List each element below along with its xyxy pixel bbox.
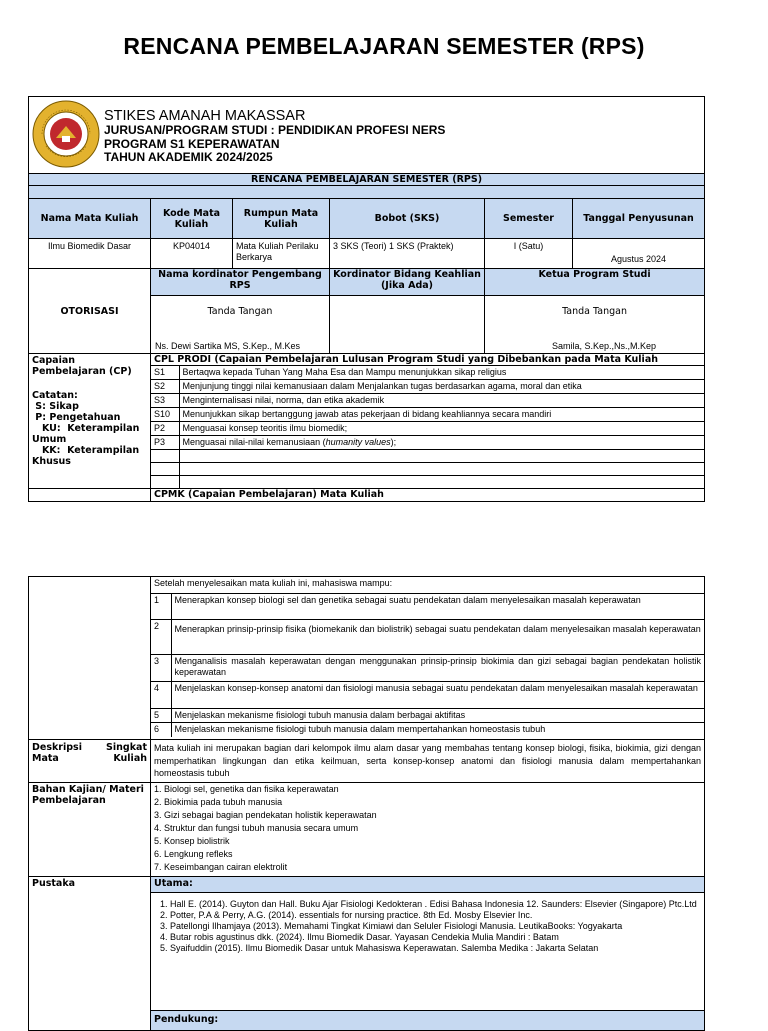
cpl-empty-code xyxy=(151,450,179,463)
blank-band xyxy=(29,186,705,199)
catatan-title: Catatan: xyxy=(32,390,78,401)
cpmk-text: Menjelaskan mekanisme fisiologi tubuh manusia dalam mempertahankan homeostasis tubuh xyxy=(171,723,704,737)
cpl-empty-text xyxy=(179,476,704,488)
header-semester: Semester xyxy=(485,199,573,239)
bidang-signature-cell xyxy=(330,296,485,354)
institution-block xyxy=(29,97,705,174)
catatan-kk: KK: Keterampilan Khusus xyxy=(32,445,143,467)
cpl-text-part: Menguasai nilai-nilai kemanusiaan ( xyxy=(182,437,326,447)
cpl-text: Menginternalisasi nilai, norma, dan etika akademik xyxy=(179,394,704,408)
capaian-label-cell xyxy=(29,354,151,489)
cpmk-number: 4 xyxy=(151,682,171,709)
cpmk-text: Menjelaskan konsep-konsep anatomi dan fisiologi manusia sebagai suatu pendekatan dalam menyelesaikan masalah keperawatan xyxy=(171,682,704,709)
cpmk-list xyxy=(151,593,704,737)
deskripsi-label: Deskripsi Singkat Mata Kuliah xyxy=(29,740,151,783)
sign-label-ketua: Tanda Tangan xyxy=(562,306,627,317)
rps-detail-table xyxy=(28,576,705,1031)
cpl-cell xyxy=(151,354,705,489)
cpmk-label-cell xyxy=(29,577,151,740)
value-rumpun-mk: Mata Kuliah Perilaku Berkarya xyxy=(233,239,330,269)
cpl-list xyxy=(151,366,704,488)
cpl-empty-text xyxy=(179,450,704,463)
cpl-text-italic: humanity values xyxy=(325,437,391,447)
cpmk-number: 6 xyxy=(151,723,171,737)
cpmk-text: Menjelaskan mekanisme fisiologi tubuh manusia dalam berbagai aktifitas xyxy=(171,709,704,723)
header-rumpun-mk: Rumpun Mata Kuliah xyxy=(233,199,330,239)
cpl-empty-text xyxy=(179,463,704,476)
bahan-item: 1. Biologi sel, genetika dan fisika keperawatan xyxy=(154,784,339,794)
cpmk-list-cell xyxy=(151,577,705,740)
header-bidang: Kordinator Bidang Keahlian (Jika Ada) xyxy=(330,269,485,296)
rps-header-table xyxy=(28,96,705,502)
header-bobot: Bobot (SKS) xyxy=(330,199,485,239)
cpmk-label-empty xyxy=(29,489,151,502)
cpmk-text: Menerapkan konsep biologi sel dan genetika sebagai suatu pendekatan dalam menyelesaikan masalah keperawatan xyxy=(171,594,704,620)
program-line-3: TAHUN AKADEMIK 2024/2025 xyxy=(104,150,273,164)
catatan-pengetahuan: P: Pengetahuan xyxy=(32,412,121,423)
catatan-ku: KU: Keterampilan Umum xyxy=(32,423,143,445)
cpmk-number: 2 xyxy=(151,620,171,655)
pustaka-label: Pustaka xyxy=(29,877,151,1031)
pustaka-pendukung-label: Pendukung: xyxy=(151,1011,705,1031)
ketua-signature-cell xyxy=(485,296,705,354)
cpl-code: S10 xyxy=(151,408,179,422)
cpmk-intro: Setelah menyelesaikan mata kuliah ini, mahasiswa mampu: xyxy=(154,578,393,588)
stikes-logo-icon xyxy=(32,100,100,168)
bahan-label: Bahan Kajian/ Materi Pembelajaran xyxy=(29,783,151,877)
pustaka-item: 2. Potter, P.A & Perry, A.G. (2014). essentials for nursing practice. 8th Ed. Mosby Elsevier Inc. xyxy=(170,910,700,921)
cpl-text: Menunjukkan sikap bertanggung jawab atas pekerjaan di bidang keahliannya secara mandiri xyxy=(179,408,704,422)
cpl-text xyxy=(179,436,704,450)
capaian-label: Capaian Pembelajaran (CP) xyxy=(32,355,132,377)
value-nama-mk: Ilmu Biomedik Dasar xyxy=(29,239,151,269)
cpmk-header: CPMK (Capaian Pembelajaran) Mata Kuliah xyxy=(151,489,705,502)
value-semester: I (Satu) xyxy=(485,239,573,269)
rps-banner: RENCANA PEMBELAJARAN SEMESTER (RPS) xyxy=(29,174,705,186)
cpl-empty-code xyxy=(151,463,179,476)
cpl-code: P3 xyxy=(151,436,179,450)
header-koordinator: Nama kordinator Pengembang RPS xyxy=(151,269,330,296)
pustaka-utama-list xyxy=(155,899,700,954)
koordinator-signature-cell xyxy=(151,296,330,354)
catatan-sikap: S: Sikap xyxy=(32,401,79,412)
deskripsi-text: Mata kuliah ini merupakan bagian dari kelompok ilmu alam dasar yang membahas tentang konsep biologi, fisika, biokimia, gizi dengan memperhatikan lingkungan dan etika keilmuan, serta konsep-konsep anatomi dan fisiologi manusia dalam mempertahankan homeostasis tubuh xyxy=(151,740,705,783)
header-ketua: Ketua Program Studi xyxy=(485,269,705,296)
cpmk-text: Menganalisis masalah keperawatan dengan menggunakan prinsip-prinsip biokimia dan gizi sebagai bagian pendekatan holistik keperawatan xyxy=(171,655,704,682)
cpl-code: P2 xyxy=(151,422,179,436)
value-bobot: 3 SKS (Teori) 1 SKS (Praktek) xyxy=(330,239,485,269)
institution-name: STIKES AMANAH MAKASSAR xyxy=(104,108,306,124)
value-tanggal: Agustus 2024 xyxy=(573,239,705,269)
bahan-item: 7. Keseimbangan cairan elektrolit xyxy=(154,862,288,872)
cpl-text-part: ); xyxy=(390,437,397,447)
pustaka-item: 4. Butar robis agustinus dkk. (2024). Ilmu Biomedik Dasar. Yayasan Cendekia Mulia Mandiri : Batam xyxy=(170,932,700,943)
cpmk-number: 1 xyxy=(151,594,171,620)
cpl-text: Menguasai konsep teoritis ilmu biomedik; xyxy=(179,422,704,436)
header-tanggal: Tanggal Penyusunan xyxy=(573,199,705,239)
pustaka-utama-list-cell xyxy=(151,893,705,1011)
cpmk-number: 5 xyxy=(151,709,171,723)
bahan-item: 3. Gizi sebagai bagian pendekatan holistik keperawatan xyxy=(154,810,377,820)
cpmk-number: 3 xyxy=(151,655,171,682)
bahan-list xyxy=(151,783,705,877)
cpl-code: S2 xyxy=(151,380,179,394)
page-title: RENCANA PEMBELAJARAN SEMESTER (RPS) xyxy=(123,33,645,59)
cpl-empty-code xyxy=(151,476,179,488)
pustaka-item: 5. Syaifuddin (2015). Ilmu Biomedik Dasar untuk Mahasiswa Keperawatan. Salemba Medika : Jakarta Selatan xyxy=(170,943,700,954)
pustaka-item: 3. Patellongi Ilhamjaya (2013). Memahami Tingkat Kimiawi dan Seluler Fisiologi Manusia. LeutikaBooks: Yogyakarta xyxy=(170,921,700,932)
value-kode-mk: KP04014 xyxy=(151,239,233,269)
cpl-code: S3 xyxy=(151,394,179,408)
cpmk-text: Menerapkan prinsip-prinsip fisika (biomekanik dan biolistrik) sebagai suatu pendekatan dalam menyelesaikan masalah keperawatan xyxy=(171,620,704,655)
cpl-text: Menjunjung tinggi nilai kemanusiaan dalam Menjalankan tugas berdasarkan agama, moral dan etika xyxy=(179,380,704,394)
bahan-item: 4. Struktur dan fungsi tubuh manusia secara umum xyxy=(154,823,359,833)
bahan-item: 2. Biokimia pada tubuh manusia xyxy=(154,797,283,807)
program-line-1: JURUSAN/PROGRAM STUDI : PENDIDIKAN PROFESI NERS xyxy=(104,123,446,137)
cpl-code: S1 xyxy=(151,366,179,380)
ketua-name: Samila, S.Kep.,Ns.,M.Kep xyxy=(552,341,657,351)
header-nama-mk: Nama Mata Kuliah xyxy=(29,199,151,239)
cpl-text: Bertaqwa kepada Tuhan Yang Maha Esa dan Mampu menunjukkan sikap religius xyxy=(179,366,704,380)
koordinator-name: Ns. Dewi Sartika MS, S.Kep., M.Kes xyxy=(155,341,301,351)
bahan-item: 5. Konsep biolistrik xyxy=(154,836,230,846)
header-kode-mk: Kode Mata Kuliah xyxy=(151,199,233,239)
pustaka-utama-label: Utama: xyxy=(151,877,705,893)
program-line-2: PROGRAM S1 KEPERAWATAN xyxy=(104,136,280,151)
otorisasi-label: OTORISASI xyxy=(29,269,151,354)
bahan-item: 6. Lengkung refleks xyxy=(154,849,233,859)
pustaka-item: 1. Hall E. (2014). Guyton dan Hall. Buku Ajar Fisiologi Kedokteran . Edisi Bahasa Indonesia 12. Saunders: Elsevier (Singapore) Ptc.Ltd xyxy=(170,899,700,910)
cpl-header: CPL PRODI (Capaian Pembelajaran Lulusan Program Studi yang Dibebankan pada Mata Kuliah xyxy=(151,354,704,366)
sign-label-koordinator: Tanda Tangan xyxy=(207,306,273,317)
